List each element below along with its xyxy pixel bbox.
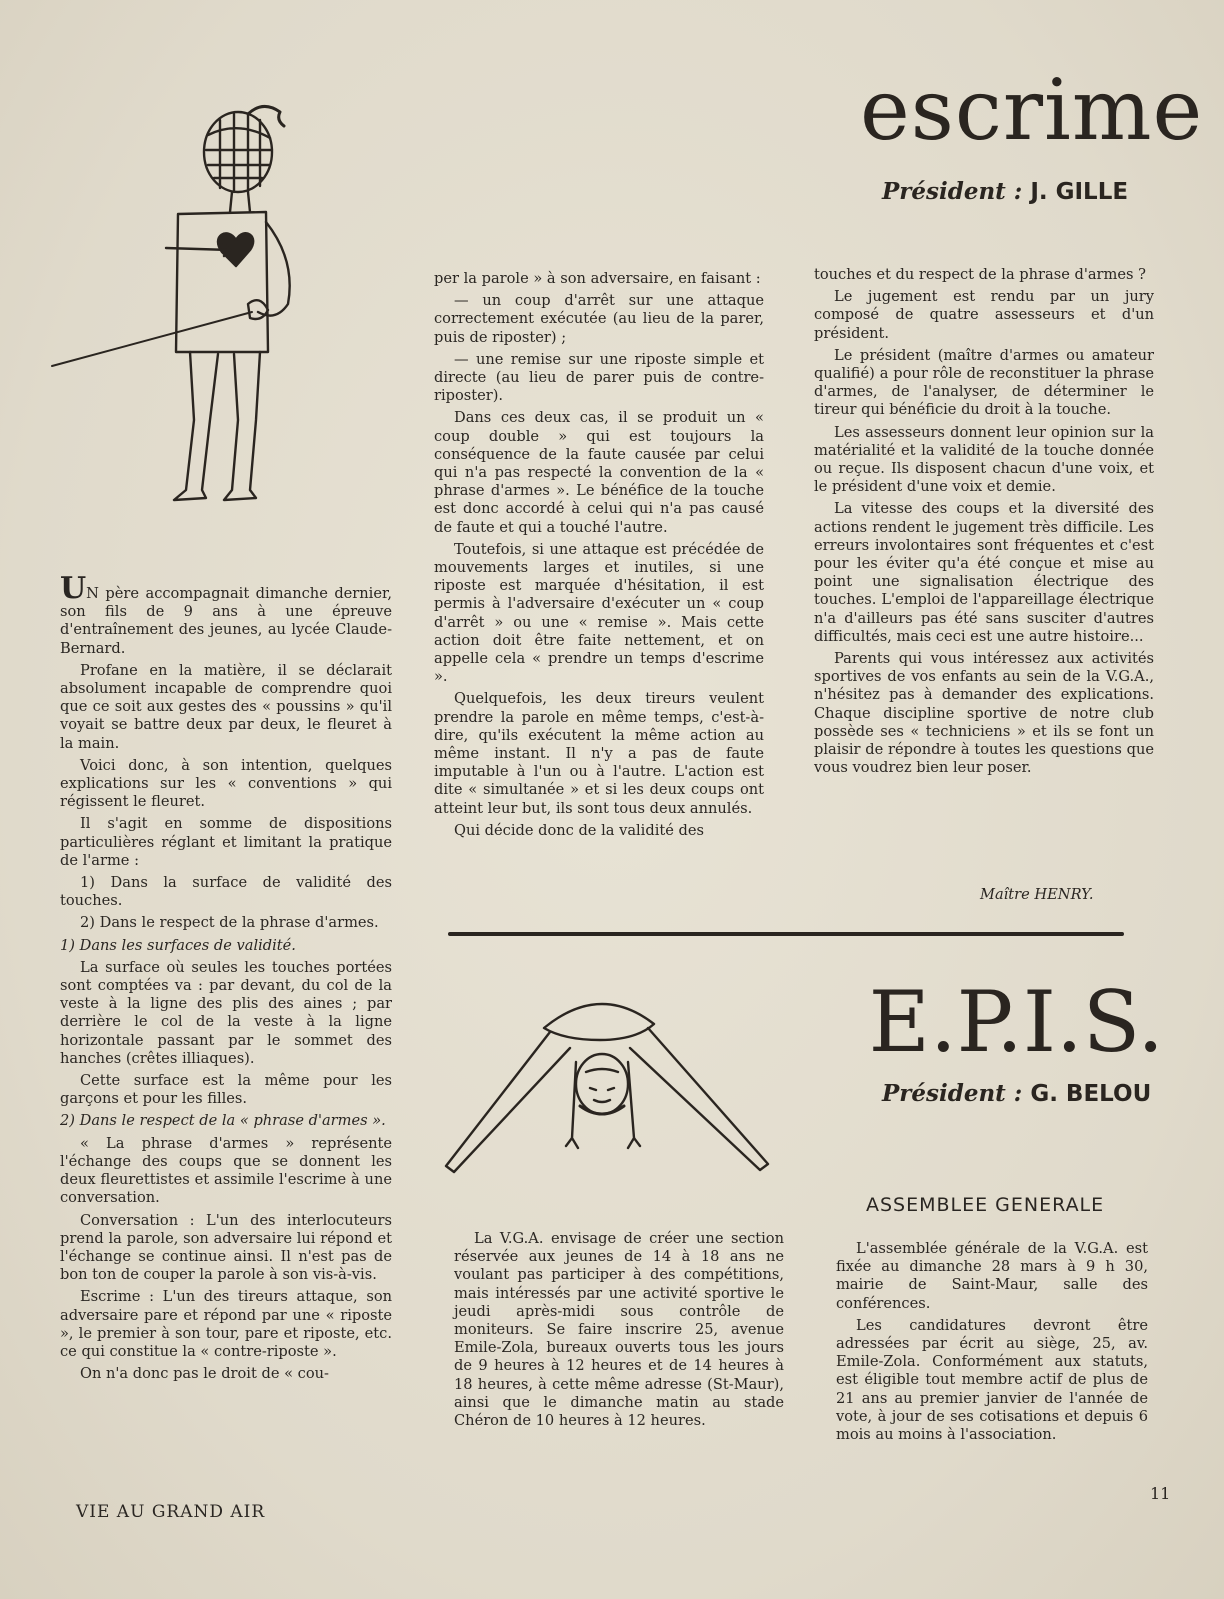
paragraph: Parents qui vous intéressez aux activités sportives de vos enfants au sein de la V.G.A., n'hésitez pas à demander des explications. Chaque discipline sportive de notre club possède ses « techniciens » et ils se font un plaisir de répondre à toutes les questions que vous voudrez bien leur poser. bbox=[814, 650, 1154, 777]
president-epis bbox=[882, 1080, 1151, 1107]
assemblee-heading: ASSEMBLEE GENERALE bbox=[866, 1194, 1105, 1216]
paragraph: Voici donc, à son intention, quelques explications sur les « conventions » qui régissent le fleuret. bbox=[60, 756, 392, 811]
subheading: 1) Dans les surfaces de validité. bbox=[60, 936, 296, 954]
paragraph: 1) Dans la surface de validité des touches. bbox=[60, 874, 392, 910]
president-escrime bbox=[882, 178, 1128, 205]
paragraph: L'assemblée générale de la V.G.A. est fixée au dimanche 28 mars à 9 h 30, mairie de Saint-Maur, salle des conférences. bbox=[836, 1240, 1148, 1312]
paragraph: per la parole » à son adversaire, en faisant : bbox=[434, 270, 761, 287]
section-title-escrime: escrime bbox=[860, 61, 1204, 159]
paragraph: Dans ces deux cas, il se produit un « coup double » qui est toujours la conséquence de la faute causée par celui qui n'a pas respecté la convention de la « phrase d'armes ». Le bénéfice de la touche est donc accordé à celui qui n'a pas causé de faute et qui a touché l'autre. bbox=[434, 409, 764, 536]
fencer-illustration bbox=[48, 90, 348, 530]
paragraph: Les candidatures devront être adressées par écrit au siège, 25, av. Emile-Zola. Conformément aux statuts, est éligible tout membre actif de plus de 21 ans au premier janvier de l'année de vote, à jour de ses cotisations et depuis 6 mois au moins à l'association. bbox=[836, 1316, 1148, 1444]
president-name: G. BELOU bbox=[1030, 1081, 1152, 1107]
section-title-epis: E.P.I.S. bbox=[868, 973, 1164, 1071]
paragraph: Escrime : L'un des tireurs attaque, son adversaire pare et répond par une « riposte », le premier à son tour, pare et riposte, etc. ce qui constitue la « contre-riposte ». bbox=[60, 1288, 392, 1360]
paragraph: — un coup d'arrêt sur une attaque correctement exécutée (au lieu de la parer, puis de riposter) ; bbox=[434, 292, 764, 346]
assemblee-column bbox=[836, 1240, 1148, 1448]
paragraph: Le jugement est rendu par un jury composé de quatre assesseurs et d'un président. bbox=[814, 288, 1154, 342]
article-signature: Maître HENRY. bbox=[980, 886, 1094, 903]
paragraph: La vitesse des coups et la diversité des actions rendent le jugement très difficile. Les erreurs involontaires sont fréquentes et c'est pour les éviter qu'a été conçue et mise au point une signalisation électrique des touches. L'emploi de l'appareillage électrique n'a d'ailleurs pas été sans susciter d'autres difficultés, mais ceci est une autre histoire... bbox=[814, 500, 1154, 645]
intro-paragraph bbox=[60, 571, 392, 658]
paragraph: — une remise sur une riposte simple et directe (au lieu de parer puis de contre-riposter). bbox=[434, 350, 764, 405]
paragraph: « La phrase d'armes » représente l'échange des coups que se donnent les deux fleurettistes et assimile l'escrime à une conversation. bbox=[60, 1134, 392, 1207]
paragraph: Conversation : L'un des interlocuteurs prend la parole, son adversaire lui répond et l'échange se continue ainsi. Il n'est pas de bon ton de couper la parole à son vis-à-vis. bbox=[60, 1211, 392, 1284]
paragraph: Quelquefois, les deux tireurs veulent prendre la parole en même temps, c'est-à-dire, qu'ils exécutent la même action au même instant. Il n'y a pas de faute imputable à l'un ou à l'autre. L'action est dite « simultanée » et si les deux coups ont atteint leur but, ils sont tous deux annulés. bbox=[434, 690, 764, 817]
epis-column bbox=[454, 1230, 784, 1434]
president-name: J. GILLE bbox=[1030, 179, 1129, 205]
paragraph: Le président (maître d'armes ou amateur qualifié) a pour rôle de reconstituer la phrase d'armes, de l'analyser, de déterminer le tireur qui bénéficie du droit à la touche. bbox=[814, 346, 1154, 419]
paragraph: Cette surface est la même pour les garçons et pour les filles. bbox=[60, 1072, 392, 1108]
subheading: 2) Dans le respect de la « phrase d'armes ». bbox=[60, 1112, 386, 1130]
gymnast-illustration bbox=[440, 988, 780, 1188]
paragraph: On n'a donc pas le droit de « cou- bbox=[80, 1365, 329, 1383]
paragraph: Les assesseurs donnent leur opinion sur la matérialité et la validité de la touche donnée ou reçue. Ils disposent chacun d'une voix, et le président d'une voix et demie. bbox=[814, 423, 1154, 496]
publication-footer: VIE AU GRAND AIR bbox=[76, 1502, 266, 1522]
paragraph: 2) Dans le respect de la phrase d'armes. bbox=[80, 914, 379, 932]
paragraph: Profane en la matière, il se déclarait absolument incapable de comprendre quoi que ce soit aux gestes des « poussins » qu'il voyait se battre deux par deux, le fleuret à la main. bbox=[60, 661, 392, 752]
paragraph: La surface où seules les touches portées sont comptées va : par devant, du col de la veste à la ligne des plis des aines ; par derrière le col de la veste à la ligne horizontale passant par le sommet des hanches (crêtes illiaques). bbox=[60, 958, 392, 1067]
paragraph: touches et du respect de la phrase d'armes ? bbox=[814, 266, 1146, 283]
paragraph: Il s'agit en somme de dispositions particulières réglant et limitant la pratique de l'arme : bbox=[60, 815, 392, 869]
article-column-2 bbox=[434, 270, 764, 844]
paragraph: Qui décide donc de la validité des bbox=[454, 821, 704, 839]
page-number: 11 bbox=[1150, 1484, 1171, 1503]
president-label: Président : bbox=[882, 1080, 1023, 1107]
article-column-1 bbox=[60, 571, 392, 1387]
president-label: Président : bbox=[882, 178, 1023, 205]
dropcap: U bbox=[60, 571, 87, 606]
article-column-3 bbox=[814, 266, 1154, 781]
section-divider bbox=[448, 932, 1124, 936]
intro-text: N père accompagnait dimanche dernier, son fils de 9 ans à une épreuve d'entraînement des jeunes, au lycée Claude-Bernard. bbox=[60, 585, 392, 657]
paragraph: Toutefois, si une attaque est précédée de mouvements larges et inutiles, si une riposte est marquée d'hésitation, il est permis à l'adversaire d'exécuter un « coup d'arrêt » ou une « remise ». Mais cette action doit être faite nettement, et on appelle cela « prendre un temps d'escrime ». bbox=[434, 540, 764, 686]
paragraph: La V.G.A. envisage de créer une section réservée aux jeunes de 14 à 18 ans ne voulant pas participer à des compétitions, mais intéressés par une activité sportive le jeudi après-midi sous contrôle de moniteurs. Se faire inscrire 25, avenue Emile-Zola, bureaux ouverts tous les jours de 9 heures à 12 heures et de 14 heures à 18 heures, à cette même adresse (St-Maur), ainsi que le dimanche matin au stade Chéron de 10 heures à 12 heures. bbox=[454, 1230, 784, 1430]
